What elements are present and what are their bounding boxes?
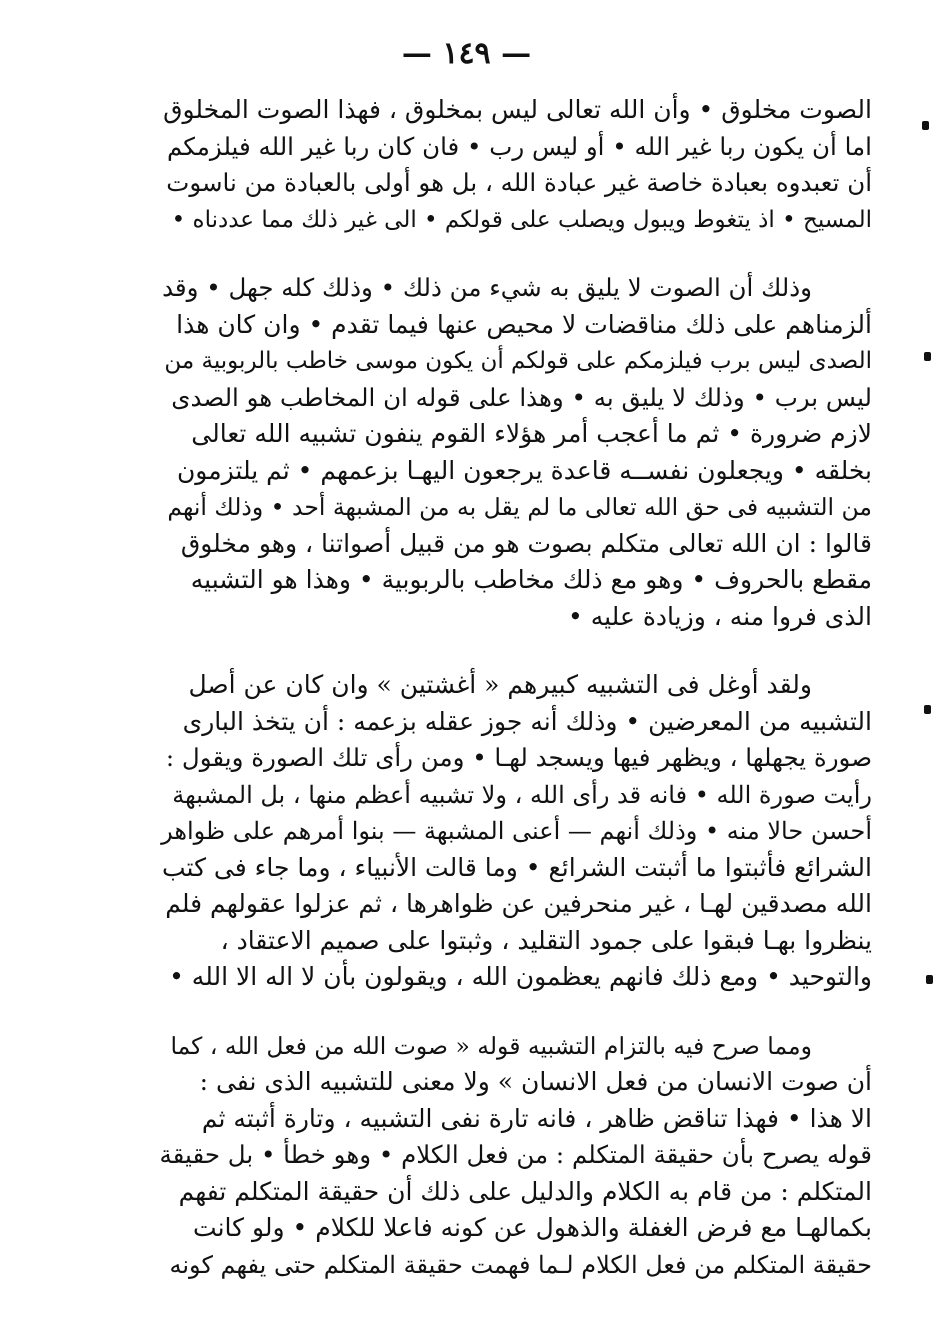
text-line: قالوا : ان الله تعالى متكلم بصوت هو من قبيل أصواتنا ، وهو مخلوق xyxy=(180,528,872,558)
text-line: ليس برب • وذلك لا يليق به • وهذا على قوله ان المخاطب هو الصدى xyxy=(171,382,872,412)
margin-mark xyxy=(924,352,931,361)
paragraph xyxy=(160,667,872,996)
margin-mark xyxy=(926,975,933,984)
text-line: اما أن يكون ربا غير الله • أو ليس رب • فان كان ربا غير الله فيلزمكم xyxy=(166,131,872,161)
body-text xyxy=(160,92,872,1283)
text-line: المتكلم : من قام به الكلام والدليل على ذلك أن حقيقة المتكلم تفهم xyxy=(178,1176,872,1206)
text-line: المسيح • اذ يتغوط ويبول ويصلب على قولكم • الى غير ذلك مما عددناه • xyxy=(171,206,872,233)
text-line: ألزمناهم على ذلك مناقضات لا محيص عنها فيما تقدم • وان كان هذا xyxy=(176,309,872,339)
text-line: مقطع بالحروف • وهو مع ذلك مخاطب بالربوبية • وهذا هو التشبيه xyxy=(190,565,872,594)
text-line: الشرائع فأثبتوا ما أثبتت الشرائع • وما قالت الأنبياء ، وما جاء فى كتب xyxy=(161,852,872,882)
text-line: ومما صرح فيه بالتزام التشبيه قوله « صوت الله من فعل الله ، كما xyxy=(170,1031,812,1060)
text-line: قوله يصرح بأن حقيقة المتكلم : من فعل الكلام • وهو خطأ • بل حقيقة xyxy=(159,1140,872,1169)
text-line: الصوت مخلوق • وأن الله تعالى ليس بمخلوق ، فهذا الصوت المخلوق xyxy=(163,95,872,124)
text-line: رأيت صورة الله • فانه قد رأى الله ، ولا تشبيه أعظم منها ، بل المشبهة xyxy=(172,780,872,809)
text-line: التشبيه من المعرضين • وذلك أنه جوز عقله بزعمه : أن يتخذ البارى xyxy=(182,706,872,736)
text-line: ينظروا بهـا فبقوا على جمود التقليد ، وثبتوا على صميم الاعتقاد ، xyxy=(220,925,872,955)
margin-mark xyxy=(924,705,931,714)
text-line: لازم ضرورة • ثم ما أعجب أمر هؤلاء القوم ينفون تشبيه الله تعالى xyxy=(191,419,872,448)
margin-mark xyxy=(922,121,929,130)
text-line: الا هذا • فهذا تناقض ظاهر ، فانه تارة نفى التشبيه ، وتارة أثبته ثم xyxy=(201,1103,872,1133)
text-line: من التشبيه فى حق الله تعالى ما لم يقل به من المشبهة أحد • وذلك أنهم xyxy=(167,493,872,521)
text-line: ولقد أوغل فى التشبيه كبيرهم « أغشتين » وان كان عن أصل xyxy=(188,670,812,699)
text-line: الله مصدقين لهـا ، غير منحرفين عن ظواهرها ، ثم عزلوا عقولهم فلم xyxy=(165,889,872,918)
text-line: أحسن حالا منه • وذلك أنهم — أعنى المشبهة — بنوا أمرهم على ظواهر xyxy=(161,817,872,845)
page-number: — ١٤٩ — xyxy=(401,36,532,71)
text-line: وذلك أن الصوت لا يليق به شيء من ذلك • وذلك كله جهل • وقد xyxy=(162,273,812,302)
text-line: أن تعبدوه بعبادة خاصة غير عبادة الله ، بل هو أولى بالعبادة من ناسوت xyxy=(166,168,872,197)
text-line: أن صوت الانسان من فعل الانسان » ولا معنى للتشبيه الذى نفى : xyxy=(199,1067,872,1096)
paragraph xyxy=(160,1028,872,1284)
text-line: حقيقة المتكلم من فعل الكلام لـما فهمت حقيقة المتكلم حتى يفهم كونه xyxy=(169,1250,872,1279)
text-line: الذى فروا منه ، وزيادة عليه • xyxy=(568,601,872,631)
paragraph xyxy=(160,92,872,238)
text-line: صورة يجهلها ، ويظهر فيها ويسجد لهـا • ومن رأى تلك الصورة ويقول : xyxy=(165,743,872,772)
text-line: بخلقه • ويجعلون نفســه قاعدة يرجعون اليهـا بزعمهم • ثم يلتزمون xyxy=(176,455,872,485)
text-line: الصدى ليس برب فيلزمكم على قولكم أن يكون موسى خاطب بالربوبية من xyxy=(164,348,872,374)
paragraph xyxy=(160,270,872,635)
text-line: والتوحيد • ومع ذلك فانهم يعظمون الله ، ويقولون بأن لا اله الا الله • xyxy=(169,962,872,991)
text-line: بكمالهـا مع فرض الغفلة والذهول عن كونه فاعلا للكلام • ولو كانت xyxy=(193,1213,872,1242)
